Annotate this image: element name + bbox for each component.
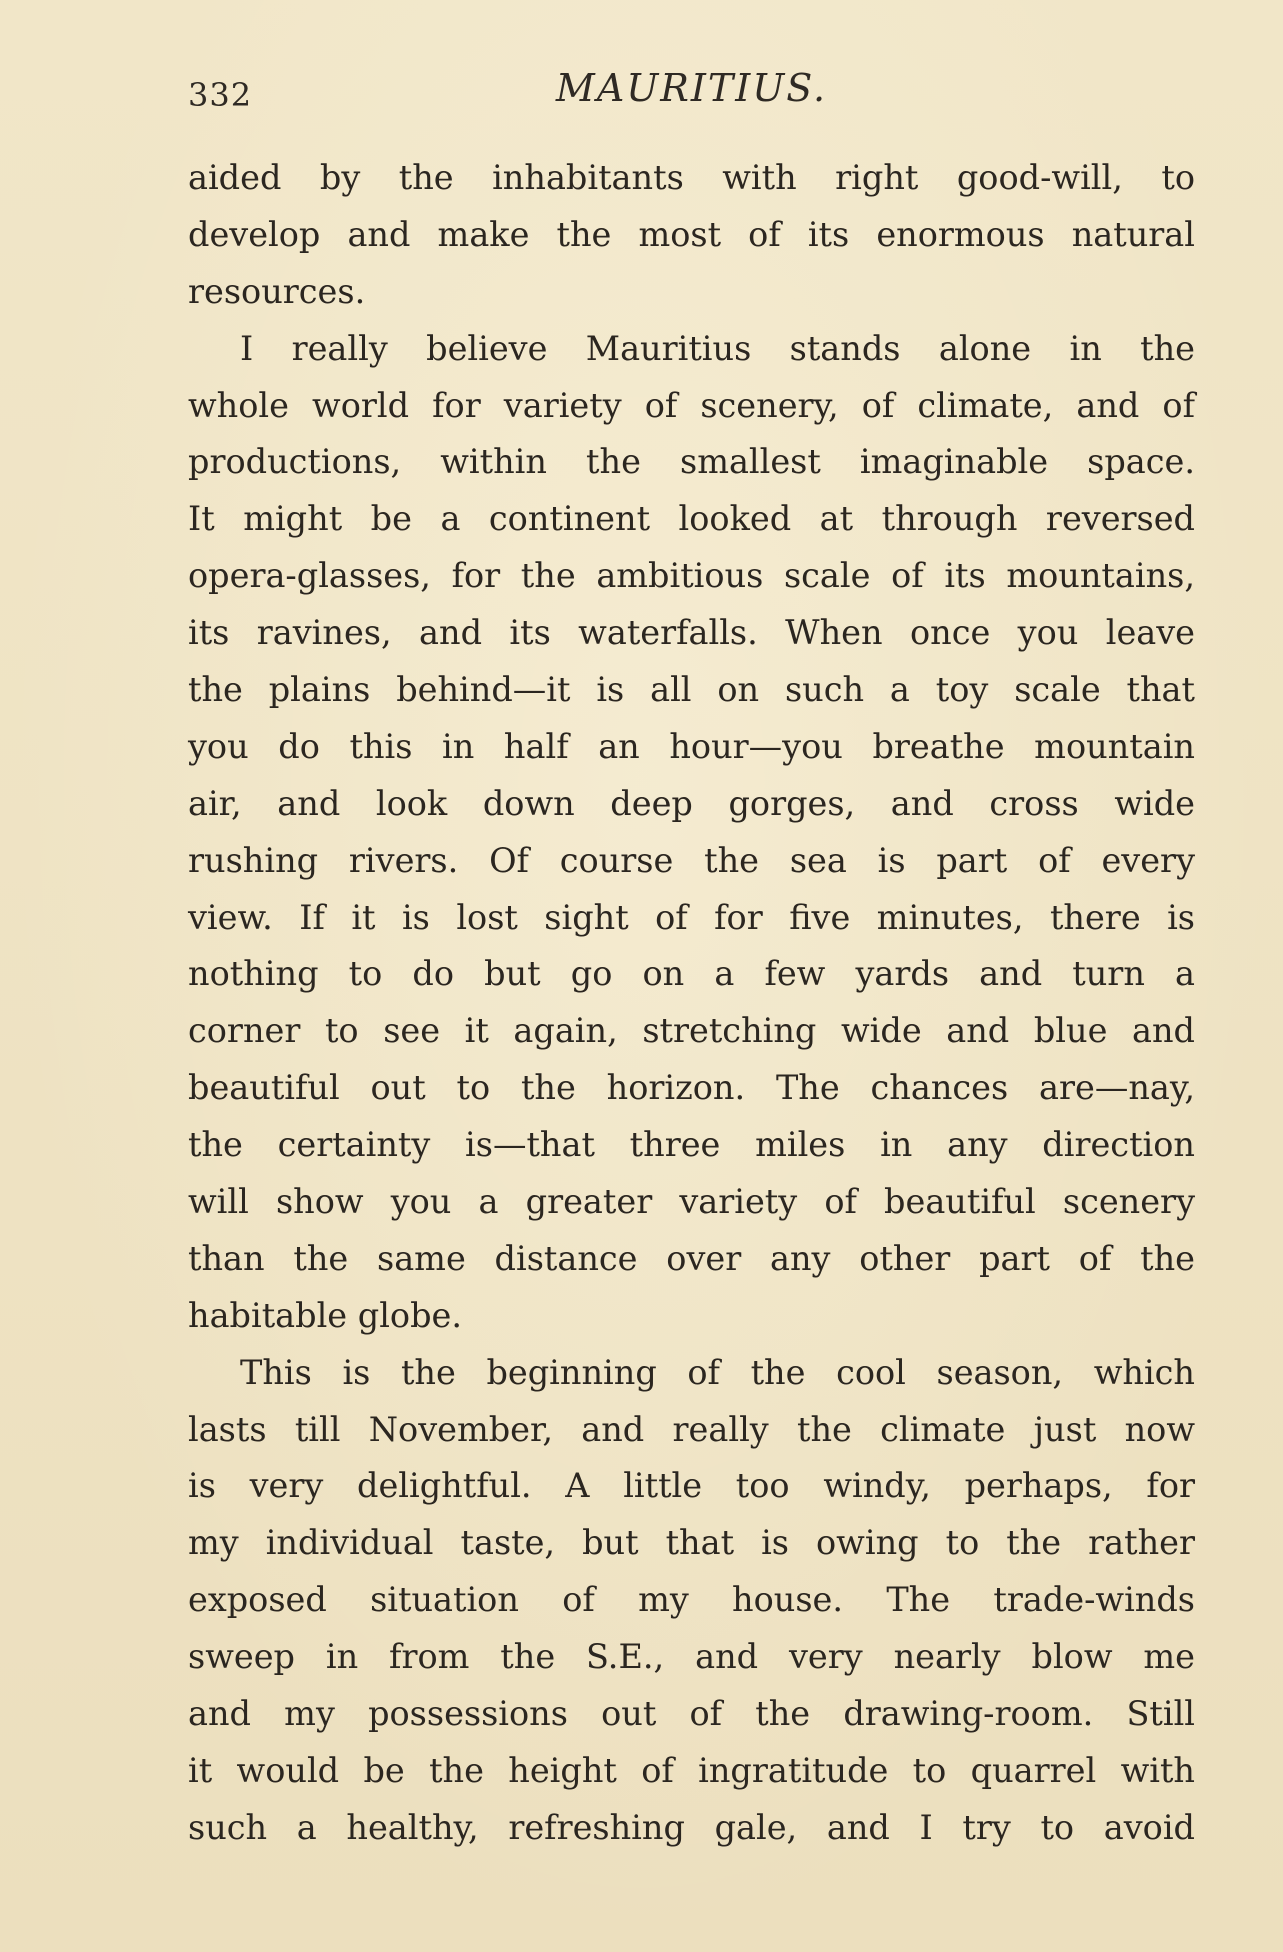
text-line: It might be a continent looked at through reversed — [188, 499, 1195, 539]
text-line: its ravines, and its waterfalls. When once you leave — [188, 613, 1195, 653]
text-line: such a healthy, refreshing gale, and I try to avoid — [188, 1807, 1195, 1847]
text-line: beautiful out to the horizon. The chances are—nay, — [188, 1068, 1195, 1108]
text-line: nothing to do but go on a few yards and turn a — [188, 954, 1195, 994]
running-title: MAURITIUS. — [555, 66, 828, 110]
text-line: will show you a greater variety of beautiful scenery — [188, 1182, 1195, 1222]
text-line: habitable globe. — [188, 1295, 463, 1335]
text-line: air, and look down deep gorges, and cross wide — [188, 783, 1195, 823]
text-line: corner to see it again, stretching wide and blue and — [188, 1011, 1195, 1051]
text-line: develop and make the most of its enormous natural — [188, 214, 1195, 254]
text-line: you do this in half an hour—you breathe mountain — [188, 726, 1195, 766]
text-line: whole world for variety of scenery, of climate, and of — [188, 385, 1195, 425]
text-line: opera-glasses, for the ambitious scale of its mountains, — [188, 556, 1195, 596]
body-text — [188, 150, 1195, 1857]
text-line: is very delightful. A little too windy, perhaps, for — [188, 1466, 1195, 1506]
page-header — [188, 58, 1195, 118]
page-number: 332 — [188, 76, 253, 114]
text-line: it would be the height of ingratitude to quarrel with — [188, 1750, 1195, 1790]
text-line: This is the beginning of the cool season, which — [240, 1352, 1195, 1392]
text-line: sweep in from the S.E., and very nearly blow me — [188, 1637, 1195, 1677]
text-line: view. If it is lost sight of for five minutes, there is — [188, 897, 1195, 937]
text-line: lasts till November, and really the climate just now — [188, 1409, 1195, 1449]
text-line: and my possessions out of the drawing-room. Still — [188, 1694, 1195, 1734]
text-line: exposed situation of my house. The trade-winds — [188, 1580, 1195, 1620]
text-line: the certainty is—that three miles in any direction — [188, 1125, 1195, 1165]
text-line: rushing rivers. Of course the sea is part of every — [188, 840, 1195, 880]
text-line: productions, within the smallest imaginable space. — [188, 442, 1195, 482]
text-line: the plains behind—it is all on such a toy scale that — [188, 670, 1195, 710]
text-line: my individual taste, but that is owing to the rather — [188, 1523, 1195, 1563]
text-line: resources. — [188, 271, 366, 311]
text-line: than the same distance over any other part of the — [188, 1238, 1195, 1278]
text-line: I really believe Mauritius stands alone in the — [240, 328, 1195, 368]
text-line: aided by the inhabitants with right good-will, to — [188, 158, 1195, 197]
